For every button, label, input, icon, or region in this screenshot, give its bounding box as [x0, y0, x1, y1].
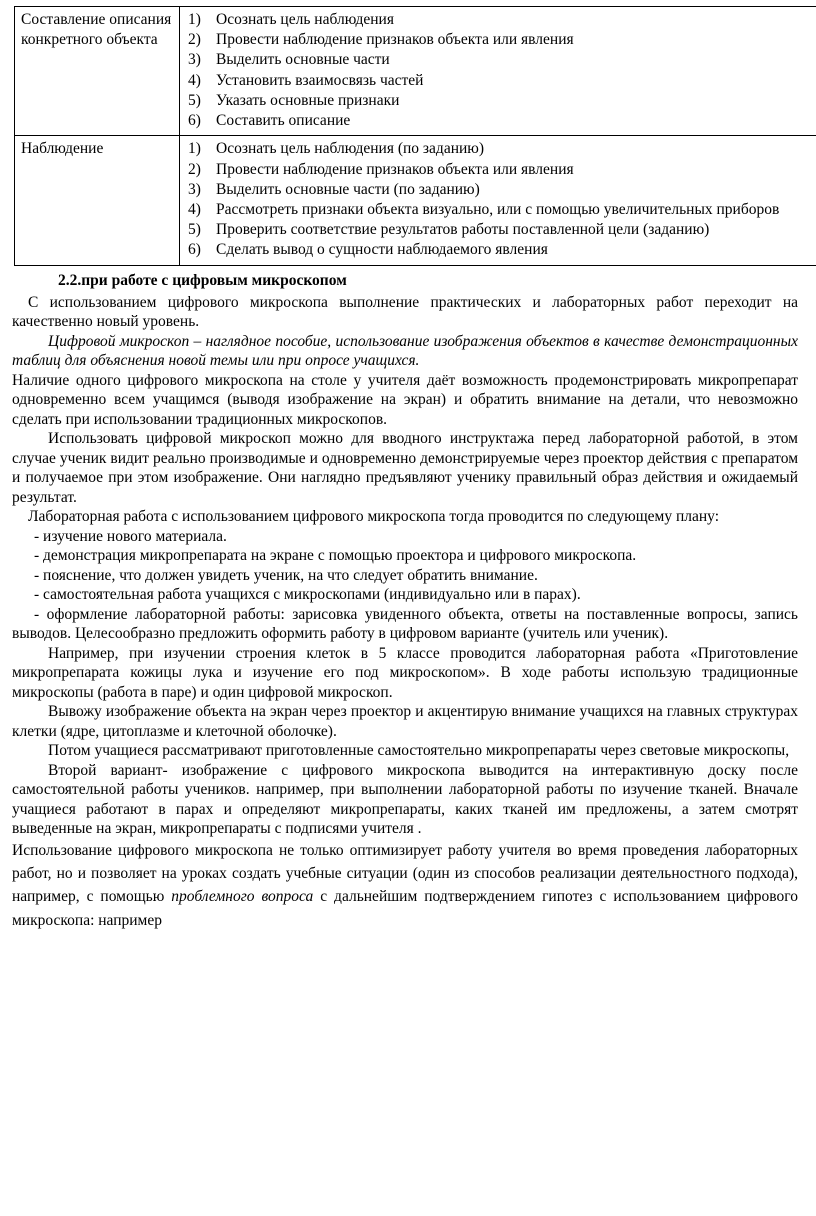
list-item: - самостоятельная работа учащихся с микроскопами (индивидуально или в парах). — [34, 586, 581, 604]
table-cell-steps — [180, 7, 816, 136]
step-text: Выделить основные части (по заданию) — [216, 180, 480, 198]
list-item — [186, 30, 816, 49]
step-text: Провести наблюдение признаков объекта или явления — [216, 31, 574, 49]
table-row — [15, 7, 816, 136]
list-item: - пояснение, что должен увидеть ученик, на что следует обратить внимание. — [34, 566, 538, 584]
paragraph-light-microscopes: Потом учащиеся рассматривают приготовленные самостоятельно микропрепараты через световые микроскопы, — [48, 742, 790, 760]
table-cell-steps — [180, 136, 816, 265]
paragraph-plan-intro: Лабораторная работа с использованием цифрового микроскопа тогда проводится по следующему плану: — [28, 508, 720, 526]
list-item — [186, 240, 816, 259]
list-item — [186, 111, 816, 130]
step-text: Осознать цель наблюдения — [216, 11, 394, 28]
step-text: Указать основные признаки — [216, 91, 400, 109]
step-number: 4) — [188, 200, 201, 218]
list-item — [186, 71, 816, 90]
step-text: Выделить основные части — [216, 51, 390, 69]
table-row — [15, 136, 816, 265]
step-number: 5) — [188, 221, 201, 239]
table-cell-label — [15, 136, 180, 265]
paragraph-second-variant: Второй вариант- изображение с цифрового микроскопа выводится на интерактивную доску после самостоятельной работы учеников. например, при выполнении лабораторной работы по изучение тканей. Вначале учащиеся работают в парах и определяют микропрепараты, каких тканей им предложены, а затем смотрят выведенные на экран, микропрепараты с подписями учителя . — [12, 761, 798, 838]
step-text: Сделать вывод о сущности наблюдаемого явления — [216, 241, 548, 259]
list-item — [186, 180, 816, 199]
steps-list — [186, 10, 816, 130]
list-item — [186, 50, 816, 69]
step-number: 5) — [188, 91, 201, 109]
step-number: 1) — [188, 140, 201, 158]
list-item — [186, 139, 816, 158]
step-number: 1) — [188, 11, 201, 28]
list-item — [186, 200, 816, 219]
step-text: Провести наблюдение признаков объекта или явления — [216, 160, 574, 178]
step-text: Рассмотреть признаки объекта визуально, или с помощью увеличительных приборов — [216, 200, 780, 218]
list-item — [186, 91, 816, 110]
section-heading: 2.2.при работе с цифровым микроскопом — [58, 271, 347, 289]
conclusion-text-b: с дальнейшим подтверждением гипотез с использованием цифрового микроскопа: например — [12, 888, 798, 929]
row-label: Наблюдение — [21, 140, 104, 158]
paragraph-conclusion — [12, 839, 798, 932]
step-number: 6) — [188, 112, 201, 130]
step-text: Проверить соответствие результатов работы поставленной цели (заданию) — [216, 221, 710, 239]
paragraph-example: Например, при изучении строения клеток в 5 классе проводится лабораторная работа «Приготовление микропрепарата кожицы лука и изучение его под микроскопом». В ходе работы использую традиционные микроскопы (работа в паре) и один цифровой микроскоп. — [12, 644, 798, 701]
paragraph-intro: С использованием цифрового микроскопа выполнение практических и лабораторных работ переходит на качественно новый уровень. — [12, 293, 798, 331]
step-text: Осознать цель наблюдения (по заданию) — [216, 140, 485, 158]
step-number: 4) — [188, 71, 201, 89]
list-item: - изучение нового материала. — [34, 527, 227, 545]
step-text: Установить взаимосвязь частей — [216, 71, 424, 89]
list-item — [186, 160, 816, 179]
list-item — [186, 220, 816, 239]
step-number: 3) — [188, 51, 201, 69]
paragraph-usage: Использовать цифровой микроскоп можно для вводного инструктажа перед лабораторной работой, в этом случае ученик видит реально производимые и одновременно демонстрируемые через проектор действия с препаратом и получаемое при этом изображение. Они наглядно предъявляют ученику правильный образ действия и ожидаемый результат. — [12, 430, 798, 506]
paragraph-definition: Цифровой микроскоп – наглядное пособие, использование изображения объектов в качестве демонстрационных таблиц для объяснения новой темы или при опросе учащихся. — [12, 332, 798, 370]
list-item: - демонстрация микропрепарата на экране с помощью проектора и цифрового микроскопа. — [34, 547, 637, 565]
closing-block — [12, 839, 798, 932]
table-body — [15, 7, 816, 266]
row-label: Составление описания конкретного объекта — [21, 11, 172, 49]
step-number: 3) — [188, 180, 201, 198]
table-cell-label — [15, 7, 180, 136]
paragraph-report: - оформление лабораторной работы: зарисовка увиденного объекта, ответы на поставленные вопросы, запись выводов. Целесообразно предложить оформить работу в цифровом варианте (учитель или ученик). — [12, 605, 798, 643]
step-text: Составить описание — [216, 112, 351, 130]
list-item — [186, 10, 816, 29]
steps-list — [186, 139, 816, 259]
conclusion-emphasis: проблемного вопроса — [171, 888, 314, 906]
paragraph-projection: Вывожу изображение объекта на экран через проектор и акцентирую внимание учащихся на главных структурах клетки (ядре, цитоплазме и клеточной оболочке). — [12, 703, 798, 740]
procedures-table — [14, 6, 816, 266]
paragraph-availability: Наличие одного цифрового микроскопа на столе у учителя даёт возможность продемонстрировать микропрепарат одновременно всем учащимся (выводя изображение на экран) и обратить внимание на детали, что невозможно сделать при использовании традиционных микроскопов. — [12, 371, 798, 428]
step-number: 2) — [188, 31, 201, 49]
step-number: 2) — [188, 160, 201, 178]
step-number: 6) — [188, 241, 201, 259]
conclusion-text-a: Использование цифрового микроскопа не только оптимизирует работу учителя во время проведения лабораторных работ, но и позволяет на уроках создать учебные ситуации (один из способов реализации деятельностного подхода), например, с помощью — [12, 841, 798, 906]
